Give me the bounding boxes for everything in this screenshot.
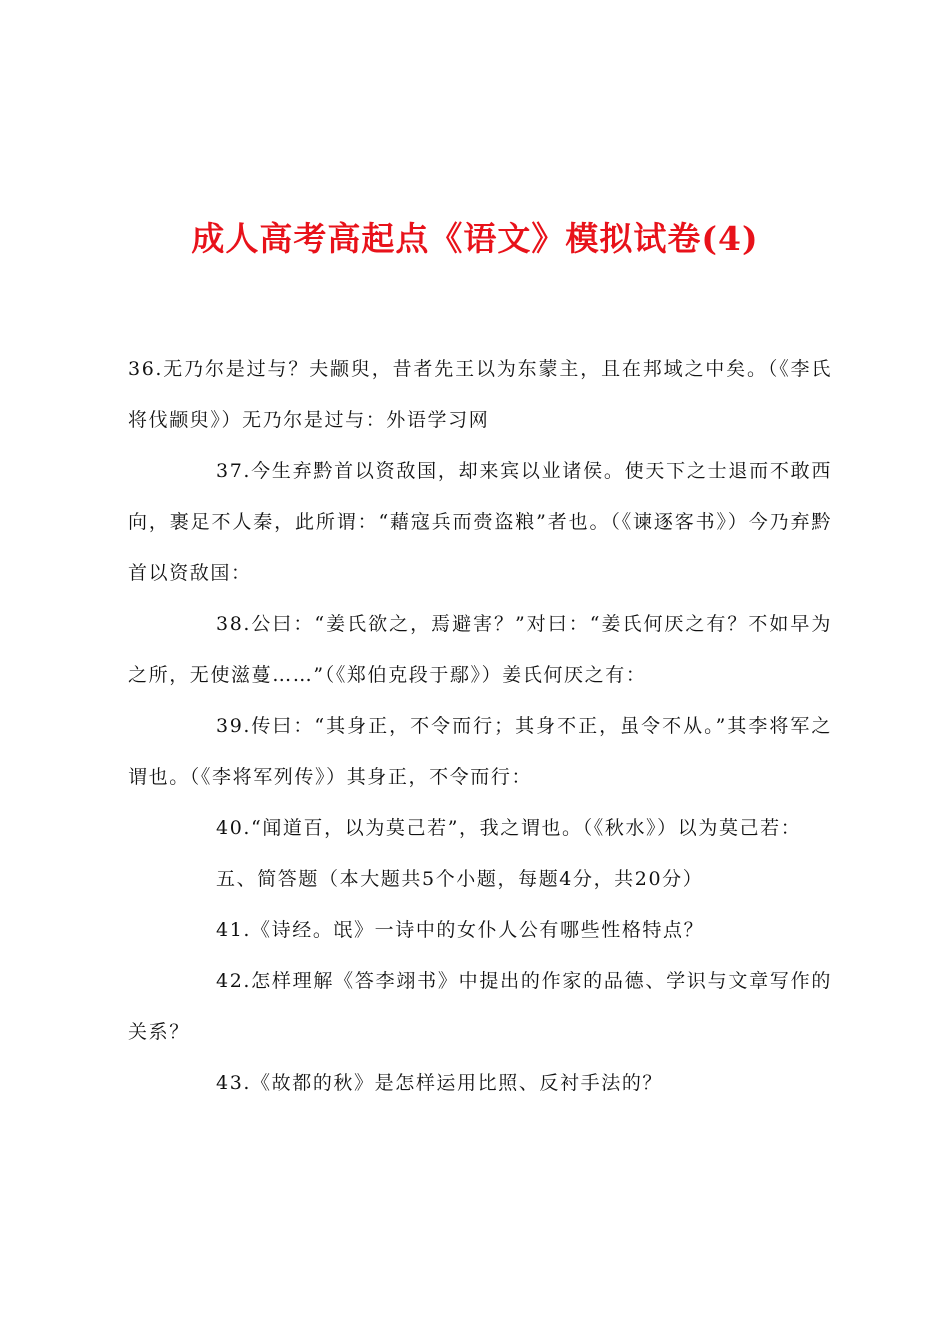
question-39: 39.传曰：“其身正，不令而行；其身不正，虽令不从。”其李将军之谓也。（《李将军列传》）其身正，不令而行： [128, 715, 832, 788]
question-43: 43.《故都的秋》是怎样运用比照、反衬手法的？ [216, 1072, 664, 1094]
document-title: 成人高考高起点《语文》模拟试卷(4) [191, 219, 759, 258]
document-body [128, 344, 832, 1109]
question-36: 36.无乃尔是过与？夫颛臾，昔者先王以为东蒙主，且在邦域之中矣。（《李氏将伐颛臾》）无乃尔是过与：外语学习网 [128, 358, 832, 431]
question-42: 42.怎样理解《答李翊书》中提出的作家的品德、学识与文章写作的关系？ [128, 970, 832, 1043]
section-heading-short-answer: 五、简答题（本大题共5个小题，每题4分，共20分） [216, 868, 704, 890]
question-38: 38.公曰：“姜氏欲之，焉避害？”对曰：“姜氏何厌之有？不如早为之所，无使滋蔓……”（《郑伯克段于鄢》）姜氏何厌之有： [128, 613, 832, 686]
question-41: 41.《诗经。氓》一诗中的女仆人公有哪些性格特点？ [216, 919, 705, 941]
question-40: 40.“闻道百，以为莫己若”，我之谓也。（《秋水》）以为莫己若： [216, 817, 802, 839]
question-37: 37.今生弃黔首以资敌国，却来宾以业诸侯。使天下之士退而不敢西向，裹足不人秦，此所谓：“藉寇兵而赍盗粮”者也。（《谏逐客书》）今乃弃黔首以资敌国： [128, 460, 832, 584]
